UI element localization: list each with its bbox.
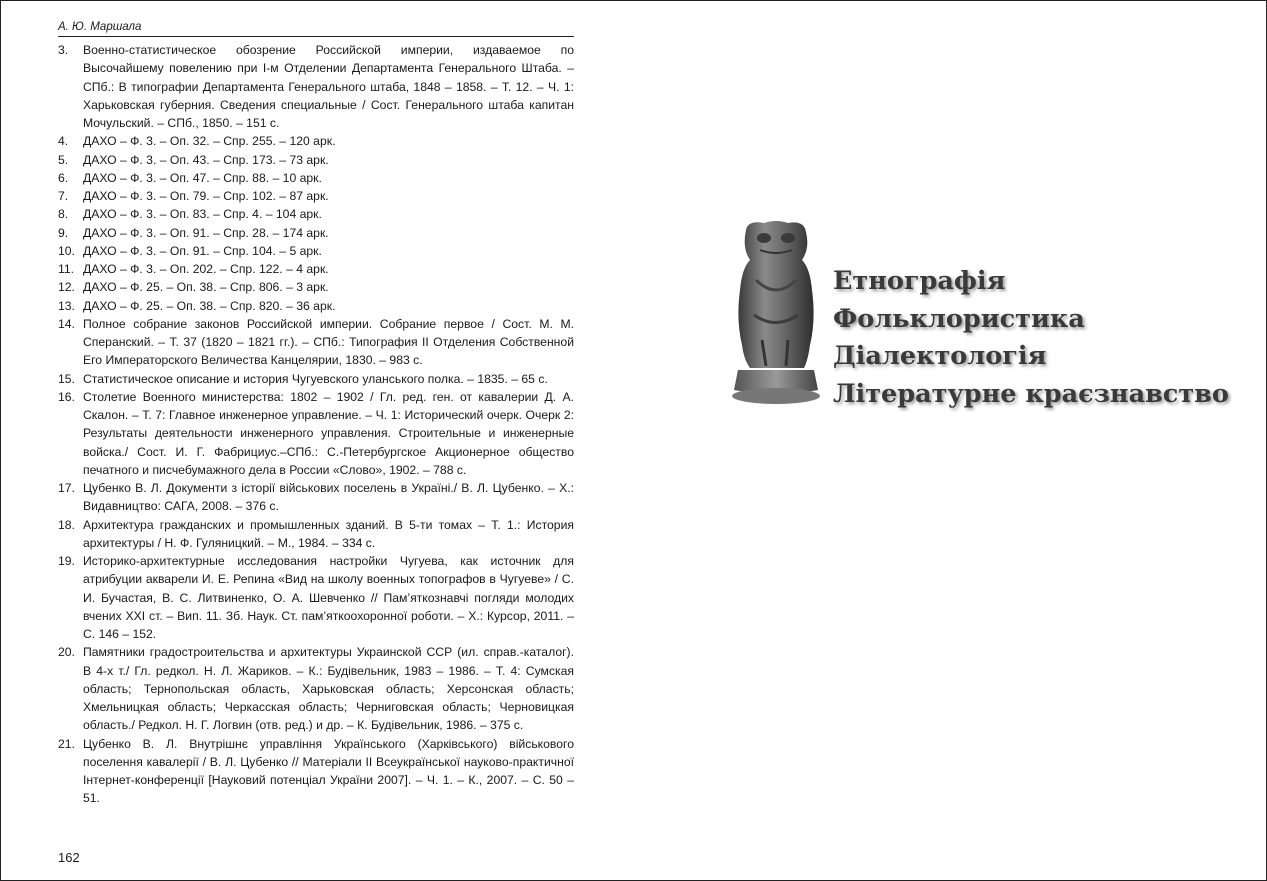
reference-item xyxy=(58,41,574,132)
reference-item xyxy=(58,479,574,516)
reference-text: ДАХО – Ф. 3. – Оп. 202. – Спр. 122. – 4 арк. xyxy=(83,262,329,276)
reference-number: 7. xyxy=(58,189,69,203)
reference-item xyxy=(58,132,574,150)
reference-item xyxy=(58,169,574,187)
reference-text: Архитектура гражданских и промышленных зданий. В 5-ти томах – Т. 1.: История архитектуры / Н. Ф. Гуляницкий. – М., 1984. – 334 с. xyxy=(83,517,574,550)
reference-item xyxy=(58,224,574,242)
running-head: А. Ю. Маршала xyxy=(58,20,574,37)
reference-text: Цубенко В. Л. Внутрішнє управління Українського (Харківського) військового поселення кавалерії / В. Л. Цубенко // Матеріали II Всеукраїнської науково-практичної Інтернет-конференції [Науковий потенціал України 2007]. – Ч. 1. – К., 2007. – С. 50 – 51. xyxy=(83,736,574,806)
reference-number: 14. xyxy=(58,316,75,331)
reference-item xyxy=(58,643,574,734)
reference-item xyxy=(58,735,574,808)
reference-item xyxy=(58,552,574,643)
title-ethnography: Етнографія xyxy=(833,266,1006,296)
reference-number: 20. xyxy=(58,645,75,660)
right-page xyxy=(632,0,1265,879)
reference-item xyxy=(58,151,574,169)
reference-text: Столетие Военного министерства: 1802 – 1902 / Гл. ред. ген. от кавалерии Д. А. Скалон. – Т. 7: Главное инженерное управление. – Ч. 1: Исторический очерк. Очерк 2: Результаты деятельности инженерного управления. Строительные и инженерные войска./ Сост. И. Г. Фабрициус.–СПб.: С.-Петербургское Акционерное общество печатного и писчебумажного дела в России «Слово», 1902. – 788 с. xyxy=(83,389,574,477)
title-dialectology: Діалектологія xyxy=(833,341,1047,371)
reference-number: 9. xyxy=(58,225,69,240)
reference-text: Памятники градостроительства и архитектуры Украинской ССР (ил. справ.-каталог). В 4-х т./ Гл. редкол. Н. Л. Жариков. – К.: Будівельник, 1983 – 1986. – Т. 4: Сумская область; Тернопольская область, Харьковская область; Херсонская область; Хмельницкая область; Черкасская область; Черниговская область; Черновицкая область./ Редкол. Н. Г. Логвин (отв. ред.) и др. – К. Будівельник, 1986. – 375 с. xyxy=(83,645,574,733)
reference-text: ДАХО – Ф. 3. – Оп. 47. – Спр. 88. – 10 арк. xyxy=(83,170,322,185)
left-page xyxy=(58,20,574,870)
reference-number: 8. xyxy=(58,207,69,222)
reference-item xyxy=(58,242,574,260)
reference-number: 12. xyxy=(58,280,75,295)
reference-number: 3. xyxy=(58,43,69,57)
reference-text: Полное собрание законов Российской империи. Собрание первое / Сост. М. М. Сперанский. – Т. 37 (1820 – 1821 гг.). – СПб.: Типография II Отделения Собственной Его Императорского Величества Канцелярии, 1830. – 983 с. xyxy=(83,316,574,368)
reference-number: 6. xyxy=(58,170,69,185)
reference-number: 19. xyxy=(58,554,75,568)
title-local-literary-studies: Літературне краєзнавство xyxy=(833,378,1229,409)
reference-text: Военно-статистическое обозрение Российской империи, издаваемое по Высочайшему повелению при I-м Отделении Департамента Генерального Штаба. – СПб.: В типографии Департамента Генерального штаба, 1848 – 1858. – Т. 12. – Ч. 1: Харьковская губерния. Сведения специальные / Сост. Генерального штаба капитан Мочульский. – СПб., 1850. – 151 с. xyxy=(83,43,574,130)
reference-number: 10. xyxy=(58,243,75,258)
reference-item xyxy=(58,205,574,223)
reference-text: ДАХО – Ф. 3. – Оп. 91. – Спр. 104. – 5 арк. xyxy=(83,243,322,258)
reference-item xyxy=(58,315,574,370)
reference-item xyxy=(58,278,574,296)
reference-number: 17. xyxy=(58,481,75,495)
reference-number: 16. xyxy=(58,389,75,404)
reference-item xyxy=(58,516,574,553)
reference-number: 5. xyxy=(58,152,69,167)
reference-item xyxy=(58,370,574,388)
reference-number: 4. xyxy=(58,134,69,149)
reference-text: ДАХО – Ф. 3. – Оп. 79. – Спр. 102. – 87 арк. xyxy=(83,189,329,203)
section-titles xyxy=(833,263,1229,413)
reference-number: 11. xyxy=(58,262,75,276)
reference-number: 18. xyxy=(58,517,75,532)
reference-text: Цубенко В. Л. Документи з історії військових поселень в Україні./ В. Л. Цубенко. – Х.: Видавництво: САГА, 2008. – 376 с. xyxy=(83,481,574,514)
reference-number: 21. xyxy=(58,736,75,751)
reference-text: ДАХО – Ф. 25. – Оп. 38. – Спр. 806. – 3 арк. xyxy=(83,280,329,295)
reference-text: ДАХО – Ф. 3. – Оп. 83. – Спр. 4. – 104 арк. xyxy=(83,207,322,222)
reference-text: Историко-архитектурные исследования настройки Чугуева, как источник для атрибуции акварели И. Е. Репина «Вид на школу военных топографов в Чугуеве» / С. И. Бучастая, В. С. Литвиненко, О. А. Шевченко // Пам’яткознавчі погляди молодих вчених XXI ст. – Вип. 11. Зб. Наук. Ст. пам’яткоохоронної роботи. – Х.: Курсор, 2011. – С. 146 – 152. xyxy=(83,554,574,641)
reference-item xyxy=(58,297,574,315)
reference-text: ДАХО – Ф. 3. – Оп. 32. – Спр. 255. – 120 арк. xyxy=(83,134,336,149)
stone-idol-statue xyxy=(726,220,826,410)
reference-list xyxy=(58,41,574,808)
reference-text: ДАХО – Ф. 3. – Оп. 43. – Спр. 173. – 73 арк. xyxy=(83,152,329,167)
reference-item xyxy=(58,187,574,205)
title-folkloristics: Фольклористика xyxy=(833,303,1085,334)
reference-number: 15. xyxy=(58,371,75,386)
page-number: 162 xyxy=(58,850,80,865)
reference-item xyxy=(58,388,574,479)
reference-item xyxy=(58,260,574,278)
reference-text: ДАХО – Ф. 3. – Оп. 91. – Спр. 28. – 174 арк. xyxy=(83,225,329,240)
reference-number: 13. xyxy=(58,298,75,313)
reference-text: ДАХО – Ф. 25. – Оп. 38. – Спр. 820. – 36 арк. xyxy=(83,298,336,313)
reference-text: Статистическое описание и история Чугуевского уланського полка. – 1835. – 65 с. xyxy=(83,371,548,386)
